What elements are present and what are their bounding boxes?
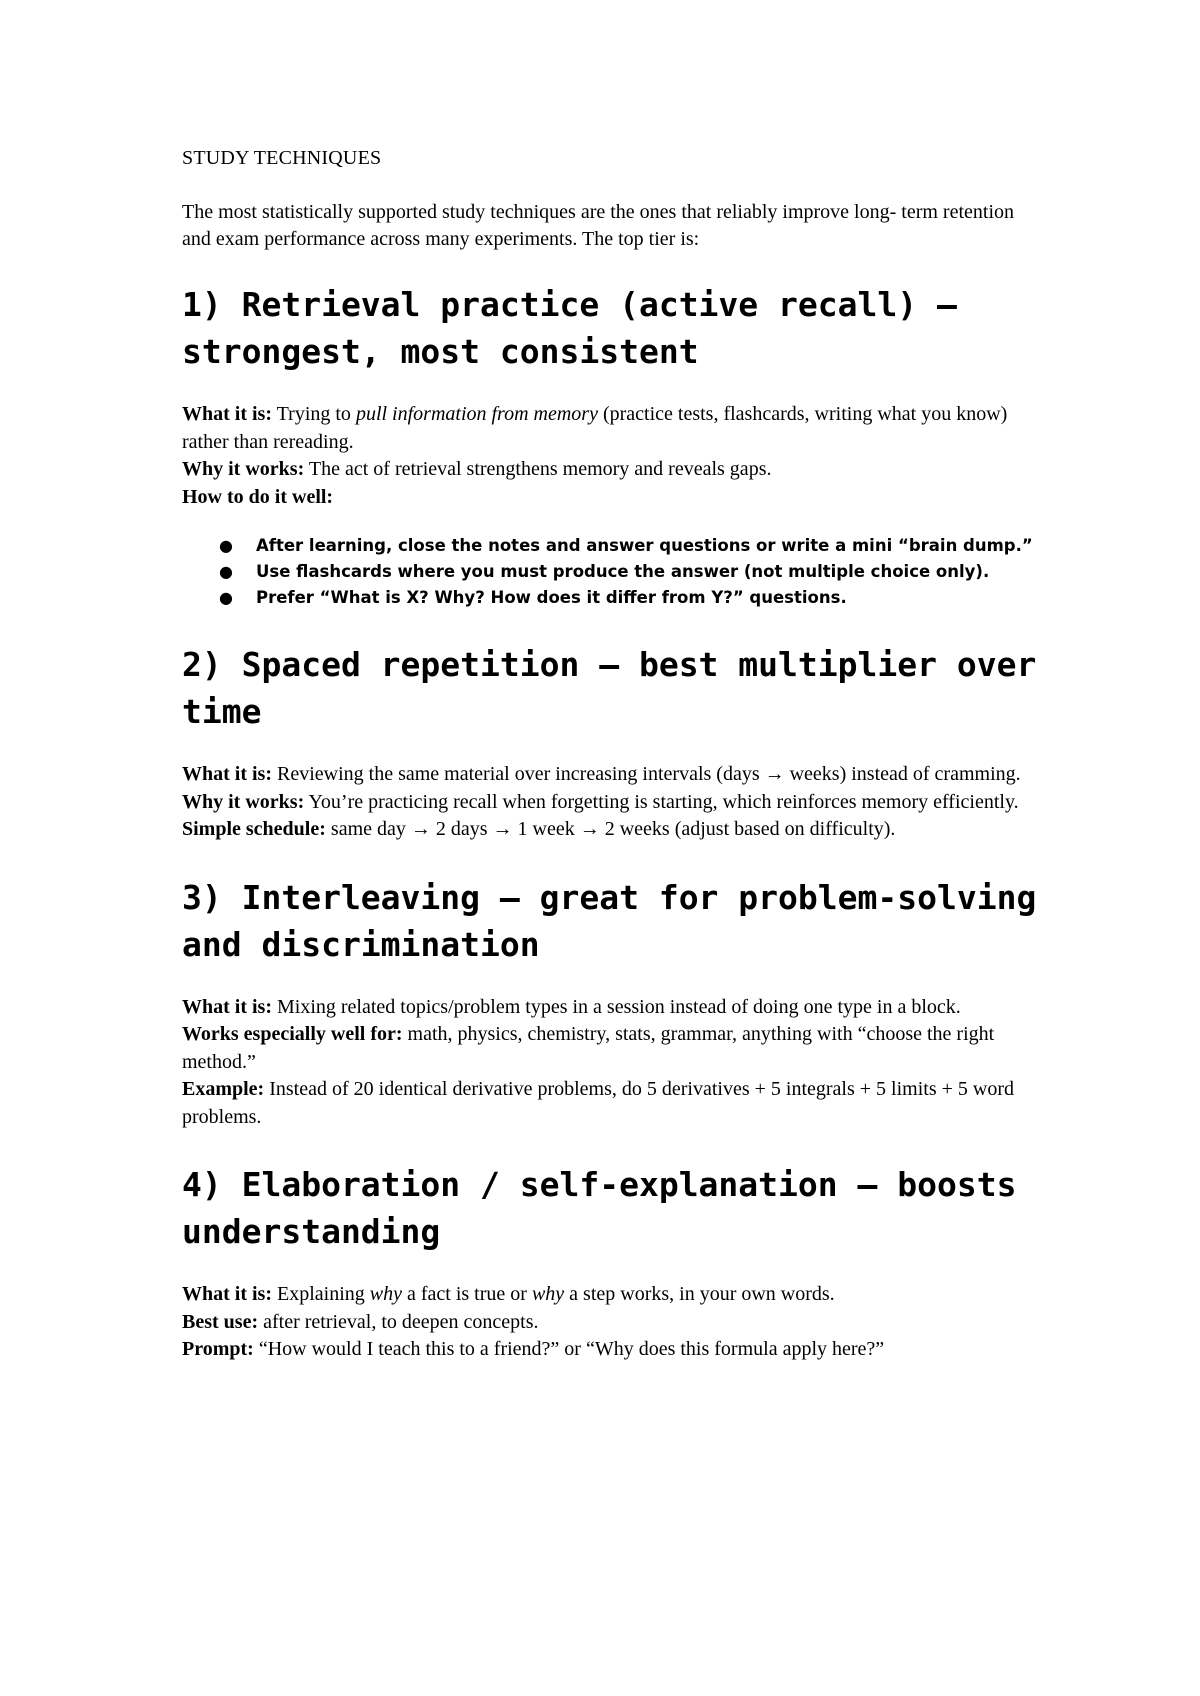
how-to-label: How to do it well: [182,485,334,508]
what-it-is-text: Reviewing the same material over increasing intervals (days → weeks) instead of cramming. [272,763,1021,785]
bullet-icon: ● [219,536,233,555]
schedule-text: same day → 2 days → 1 week → 2 weeks (adjust based on difficulty). [325,818,896,840]
why-it-works-text: The act of retrieval strengthens memory and reveals gaps. [304,458,772,480]
schedule-label: Simple schedule: [182,818,326,840]
what-it-is-label: What it is: [182,403,272,425]
why-it-works-label: Why it works: [182,790,305,813]
list-item [219,585,1042,611]
section-heading: 4) Elaboration / self-explanation — boosts understanding [182,1165,1017,1251]
tip-text: After learning, close the notes and answer questions or write a mini “brain dump.” [256,536,1033,555]
section-heading: 3) Interleaving — great for problem-solving and discrimination [182,877,1037,964]
what-it-is-text: a step works, in your own words. [564,1283,835,1305]
what-it-is-text: Explaining [272,1283,370,1305]
best-use-paragraph [182,1309,1042,1337]
bullet-icon: ● [219,588,233,607]
works-well-for-label: Works especially well for: [182,1023,403,1045]
document-body [182,145,1042,1364]
example-label: Example: [182,1078,265,1100]
section-heading: 1) Retrieval practice (active recall) — strongest, most consistent [182,285,957,371]
what-it-is-label: What it is: [182,1283,272,1305]
document-title: STUDY TECHNIQUES [182,147,382,169]
list-item [219,533,1042,559]
what-it-is-emphasis: why [369,1283,402,1305]
tip-text: Prefer “What is X? Why? How does it differ from Y?” questions. [256,588,847,607]
intro-paragraph: The most statistically supported study techniques are the ones that reliably improve long- term retention and exam performance across many experiments. The top tier is: [182,201,1015,250]
what-it-is-text: Mixing related topics/problem types in a session instead of doing one type in a block. [272,995,961,1018]
what-it-is-paragraph [182,1281,1042,1309]
what-it-is-emphasis: pull information from memory [355,403,598,425]
section-elaboration [182,1161,1042,1364]
section-spaced-repetition [182,641,1042,844]
what-it-is-paragraph [182,994,1042,1022]
section-retrieval-practice [182,281,1042,611]
what-it-is-text: Trying to [272,403,356,425]
bullet-icon: ● [219,562,233,581]
what-it-is-emphasis: why [531,1283,565,1305]
example-paragraph [182,1076,1042,1131]
what-it-is-label: What it is: [182,763,272,785]
section-heading: 2) Spaced repetition — best multiplier over time [182,645,1037,731]
prompt-text: “How would I teach this to a friend?” or “Why does this formula apply here?” [253,1338,885,1360]
works-well-for-text: math, physics, chemistry, stats, grammar, anything with “choose the right method.” [182,1023,995,1073]
tips-list [182,533,1042,611]
why-it-works-label: Why it works: [182,458,305,480]
tip-text: Use flashcards where you must produce the answer (not multiple choice only). [256,562,990,581]
prompt-label: Prompt: [182,1338,254,1360]
example-text: Instead of 20 identical derivative problems, do 5 derivatives + 5 integrals + 5 limits + 5 word problems. [182,1078,1015,1128]
what-it-is-paragraph [182,401,1042,456]
why-it-works-paragraph [182,456,1042,484]
what-it-is-text: (practice tests, flashcards, writing what you know) rather than rereading. [182,403,1008,453]
why-it-works-paragraph [182,789,1042,817]
works-well-for-paragraph [182,1021,1042,1076]
list-item [219,559,1042,585]
what-it-is-paragraph [182,761,1042,789]
prompt-paragraph [182,1336,1042,1364]
what-it-is-text: a fact is true or [401,1283,532,1305]
section-interleaving [182,874,1042,1132]
why-it-works-text: You’re practicing recall when forgetting is starting, which reinforces memory efficiently. [304,790,1019,813]
best-use-text: after retrieval, to deepen concepts. [258,1310,539,1333]
what-it-is-label: What it is: [182,995,272,1018]
how-to-paragraph [182,484,1042,512]
best-use-label: Best use: [182,1310,259,1333]
schedule-paragraph [182,816,1042,844]
